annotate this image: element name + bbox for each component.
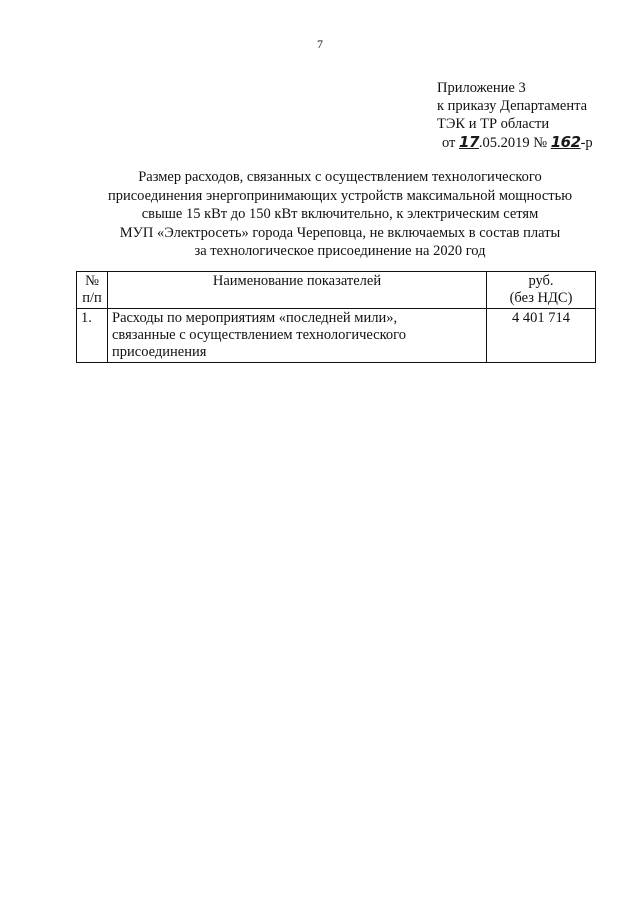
order-number-handwritten: 162 (550, 133, 581, 151)
appendix-line-2: к приказу Департамента (437, 98, 588, 114)
title-line-2: присоединения энергопринимающих устройств максимальной мощностью (107, 187, 573, 204)
header-number (77, 272, 108, 309)
row-name (108, 309, 487, 363)
order-day-handwritten: 17 (459, 133, 479, 151)
page-number: 7 (317, 37, 323, 51)
row-name-line-3: присоединения (112, 344, 207, 360)
row-name-line-2: связанные с осуществлением технологического (112, 327, 406, 343)
appendix-line-3: ТЭК и ТР области (437, 116, 550, 132)
header-value-line-2: (без НДС) (509, 290, 573, 306)
title-line-5: за технологическое присоединение на 2020 год (194, 243, 486, 259)
table-header-row (77, 272, 596, 309)
appendix-line-1: Приложение 3 (437, 80, 526, 96)
row-name-line-1: Расходы по мероприятиям «последней мили», (112, 310, 398, 326)
header-number-line-1: № (85, 273, 99, 289)
table-row (77, 309, 596, 363)
row-number: 1. (77, 309, 108, 363)
header-value-line-1: руб. (528, 273, 554, 289)
order-date-prefix: от (442, 135, 456, 151)
order-number-suffix: -р (580, 135, 593, 151)
title-line-3: свыше 15 кВт до 150 кВт включительно, к электрическим сетям (141, 206, 539, 222)
appendix-block (437, 79, 593, 152)
row-value: 4 401 714 (487, 309, 596, 363)
order-date-rest: .05.2019 № (478, 135, 548, 151)
title-line-1: Размер расходов, связанных с осуществлением технологического (138, 169, 542, 185)
document-title (60, 168, 620, 261)
header-name (108, 272, 487, 309)
title-line-4: МУП «Электросеть» города Череповца, не включаемых в состав платы (119, 224, 561, 241)
appendix-line-4 (437, 133, 593, 152)
header-name-text: Наименование показателей (212, 273, 382, 289)
costs-table (76, 271, 596, 363)
header-value (487, 272, 596, 309)
header-number-line-2: п/п (82, 290, 102, 306)
